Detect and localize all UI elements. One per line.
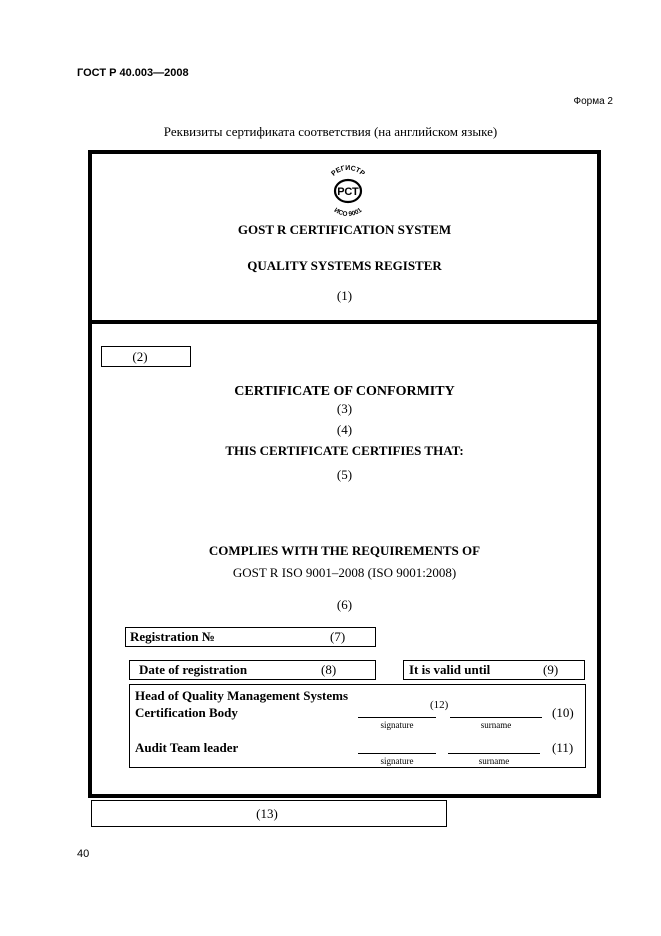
ref-5: (5) [336,467,353,482]
date-registration-box [129,660,376,680]
system-title: GOST R CERTIFICATION SYSTEM [237,222,452,237]
auditor-signature-caption: signature [380,756,414,766]
signatures-box [129,684,586,768]
page-title: Реквизиты сертификата соответствия (на английском языке) [163,124,498,139]
ref-4: (4) [336,422,353,437]
head-surname-caption: surname [480,720,512,730]
head-surname-line [450,717,542,718]
ref-3: (3) [336,401,353,416]
date-registration-label: Date of registration [139,662,248,677]
head-line-2: Certification Body [135,705,238,720]
head-signature-line [358,717,436,718]
logo-bottom-text: ИСО 9001 [332,206,364,218]
auditor-surname-caption: surname [478,756,510,766]
ref-7: (7) [330,629,346,644]
form-label: Форма 2 [573,96,613,107]
ref-9: (9) [543,662,559,677]
svg-text:РЕГИСТР [330,165,366,178]
auditor-label: Audit Team leader [135,740,239,755]
ref-8: (8) [321,662,337,677]
complies-text: COMPLIES WITH THE REQUIREMENTS OF [208,543,481,558]
ref-13-box [91,800,447,827]
ref-1: (1) [336,288,353,303]
ref-2: (2) [132,349,148,364]
ref-10: (10) [552,705,574,720]
head-line-1: Head of Quality Management Systems [135,688,349,703]
head-signature-caption: signature [380,720,414,730]
standard-code: ГОСТ Р 40.003—2008 [77,67,189,79]
rst-logo [320,162,376,218]
valid-until-box [403,660,585,680]
ref-11: (11) [552,740,574,755]
ref-12: (12) [430,699,449,711]
standard-text: GOST R ISO 9001–2008 (ISO 9001:2008) [232,565,457,580]
section-divider [88,320,601,324]
valid-until-label: It is valid until [409,662,491,677]
registration-label: Registration № [130,629,215,644]
ref-6: (6) [336,597,353,612]
ref-13: (13) [256,806,278,821]
logo-top-text: РЕГИСТР [330,164,366,178]
auditor-signature-line [358,753,436,754]
logo-center-text: РСТ [337,186,359,198]
certifies-text: THIS CERTIFICATE CERTIFIES THAT: [225,443,464,458]
page-number: 40 [77,848,90,860]
certificate-title: CERTIFICATE OF CONFORMITY [234,384,455,399]
register-title: QUALITY SYSTEMS REGISTER [247,258,442,273]
auditor-surname-line [448,753,540,754]
ref-2-box [101,346,191,367]
svg-text:ИСО 9001 [333,207,364,218]
registration-box [125,627,376,647]
